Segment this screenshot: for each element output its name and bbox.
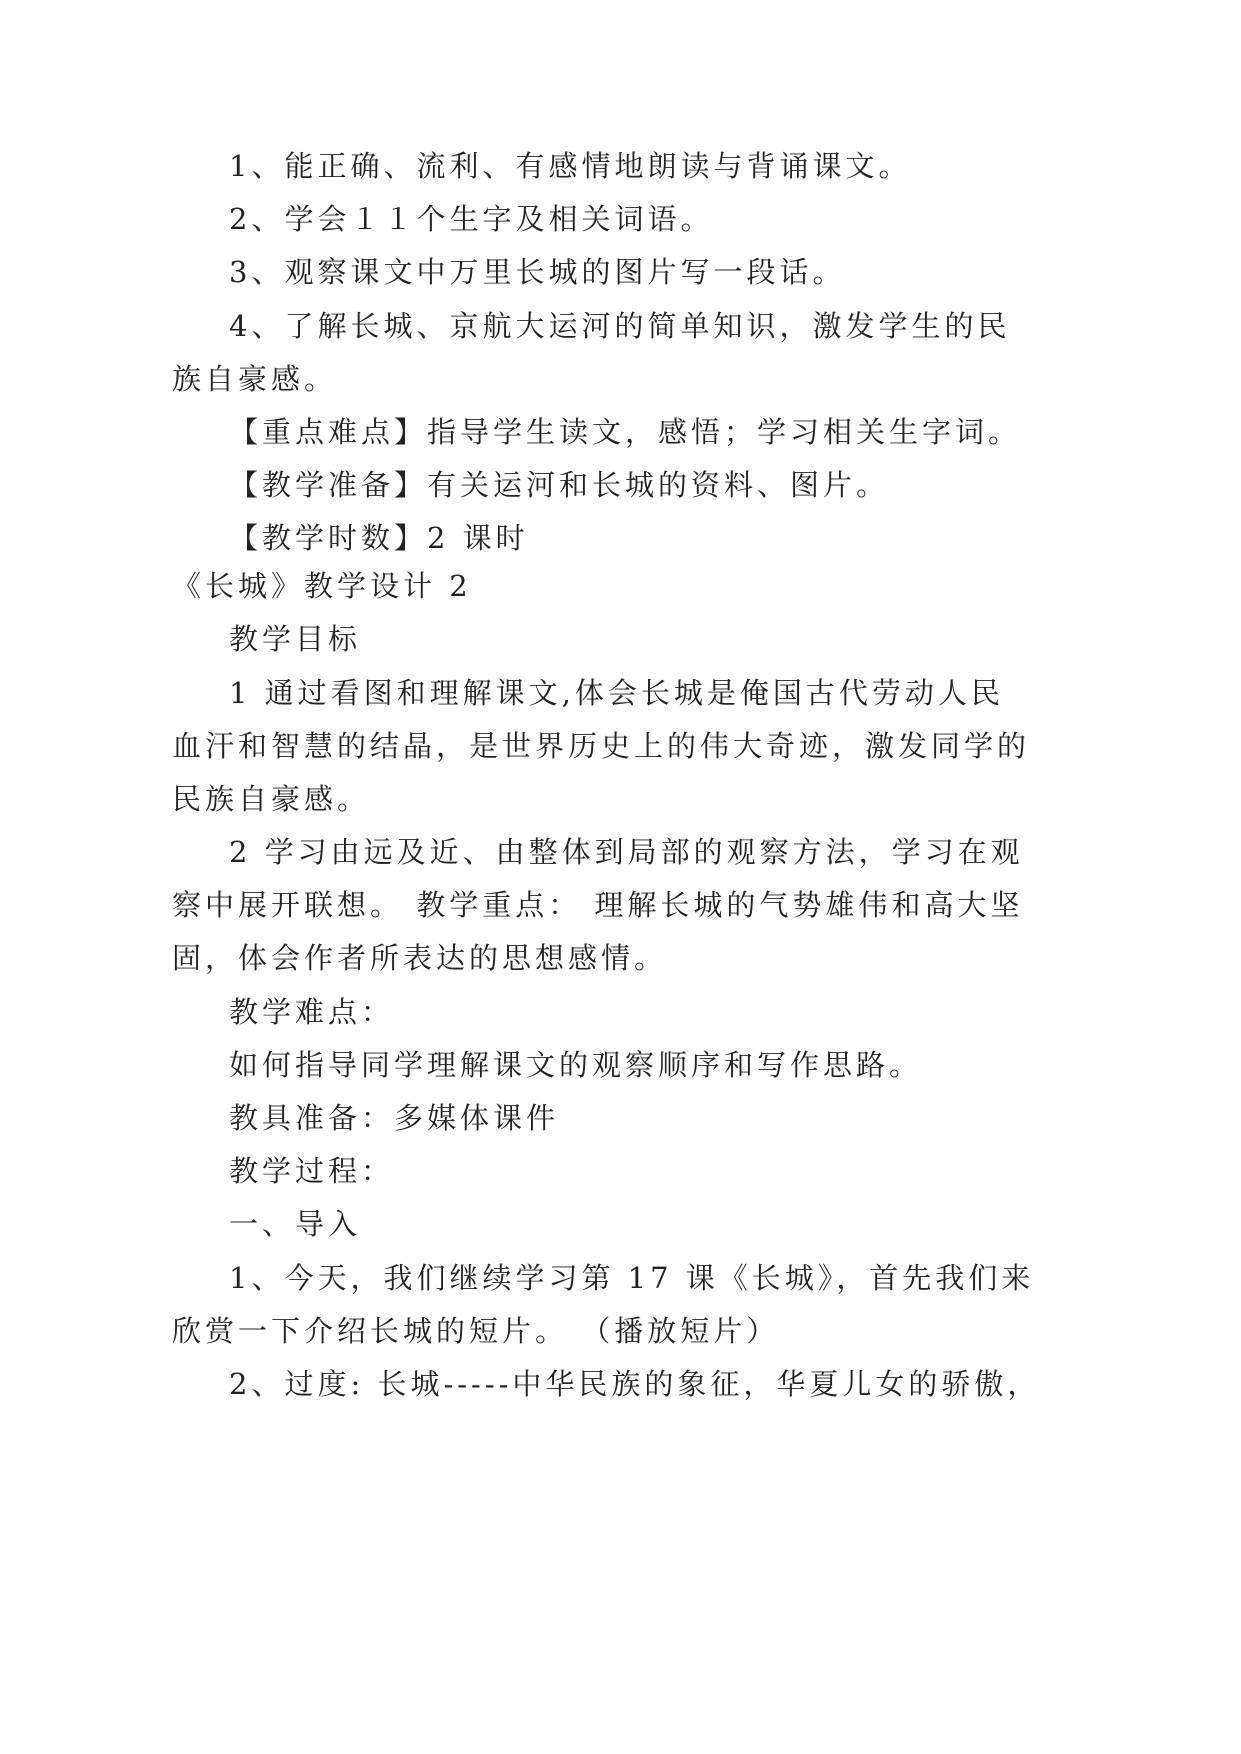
intro-step-1-line-2: 欣赏一下介绍长城的短片。 （播放短片） [172, 1314, 780, 1348]
objective-line-4: 4、了解长城、京航大运河的简单知识，激发学生的民 [229, 309, 1011, 343]
class-hours-line: 【教学时数】2 课时 [229, 521, 529, 555]
difficulty-heading: 教学难点： [229, 995, 395, 1029]
objective-line-4-cont: 族自豪感。 [172, 362, 338, 396]
teaching-aids-line: 教具准备：多媒体课件 [229, 1101, 560, 1135]
intro-heading: 一、导入 [229, 1207, 362, 1241]
goal-2-line-1: 2 学习由远及近、由整体到局部的观察方法，学习在观 [229, 835, 1024, 869]
objective-line-2: 2、学会１１个生字及相关词语。 [229, 202, 714, 236]
goal-1-line-3: 民族自豪感。 [172, 782, 371, 816]
goal-2-line-2: 察中展开联想。 教学重点： 理解长城的气势雄伟和高大坚 [172, 888, 1024, 922]
goal-2-line-3: 固，体会作者所表达的思想感情。 [172, 941, 668, 975]
goal-1-line-2: 血汗和智慧的结晶，是世界历史上的伟大奇迹，激发同学的 [172, 729, 1031, 763]
process-heading: 教学过程： [229, 1154, 395, 1188]
goals-heading: 教学目标 [229, 622, 362, 656]
objective-line-1: 1、能正确、流利、有感情地朗读与背诵课文。 [229, 149, 912, 183]
key-points-line: 【重点难点】指导学生读文，感悟；学习相关生字词。 [229, 415, 1022, 449]
difficulty-line: 如何指导同学理解课文的观察顺序和写作思路。 [229, 1048, 923, 1082]
objective-line-3: 3、观察课文中万里长城的图片写一段话。 [229, 255, 846, 289]
section-title: 《长城》教学设计 2 [172, 569, 472, 603]
intro-step-1-line-1: 1、今天，我们继续学习第 17 课《长城》，首先我们来 [229, 1261, 1035, 1295]
goal-1-line-1: 1 通过看图和理解课文,体会长城是俺国古代劳动人民 [229, 676, 1004, 710]
preparation-line: 【教学准备】有关运河和长城的资料、图片。 [229, 468, 890, 502]
intro-step-2-line: 2、过度: 长城-----中华民族的象征，华夏儿女的骄傲， [229, 1367, 1041, 1401]
